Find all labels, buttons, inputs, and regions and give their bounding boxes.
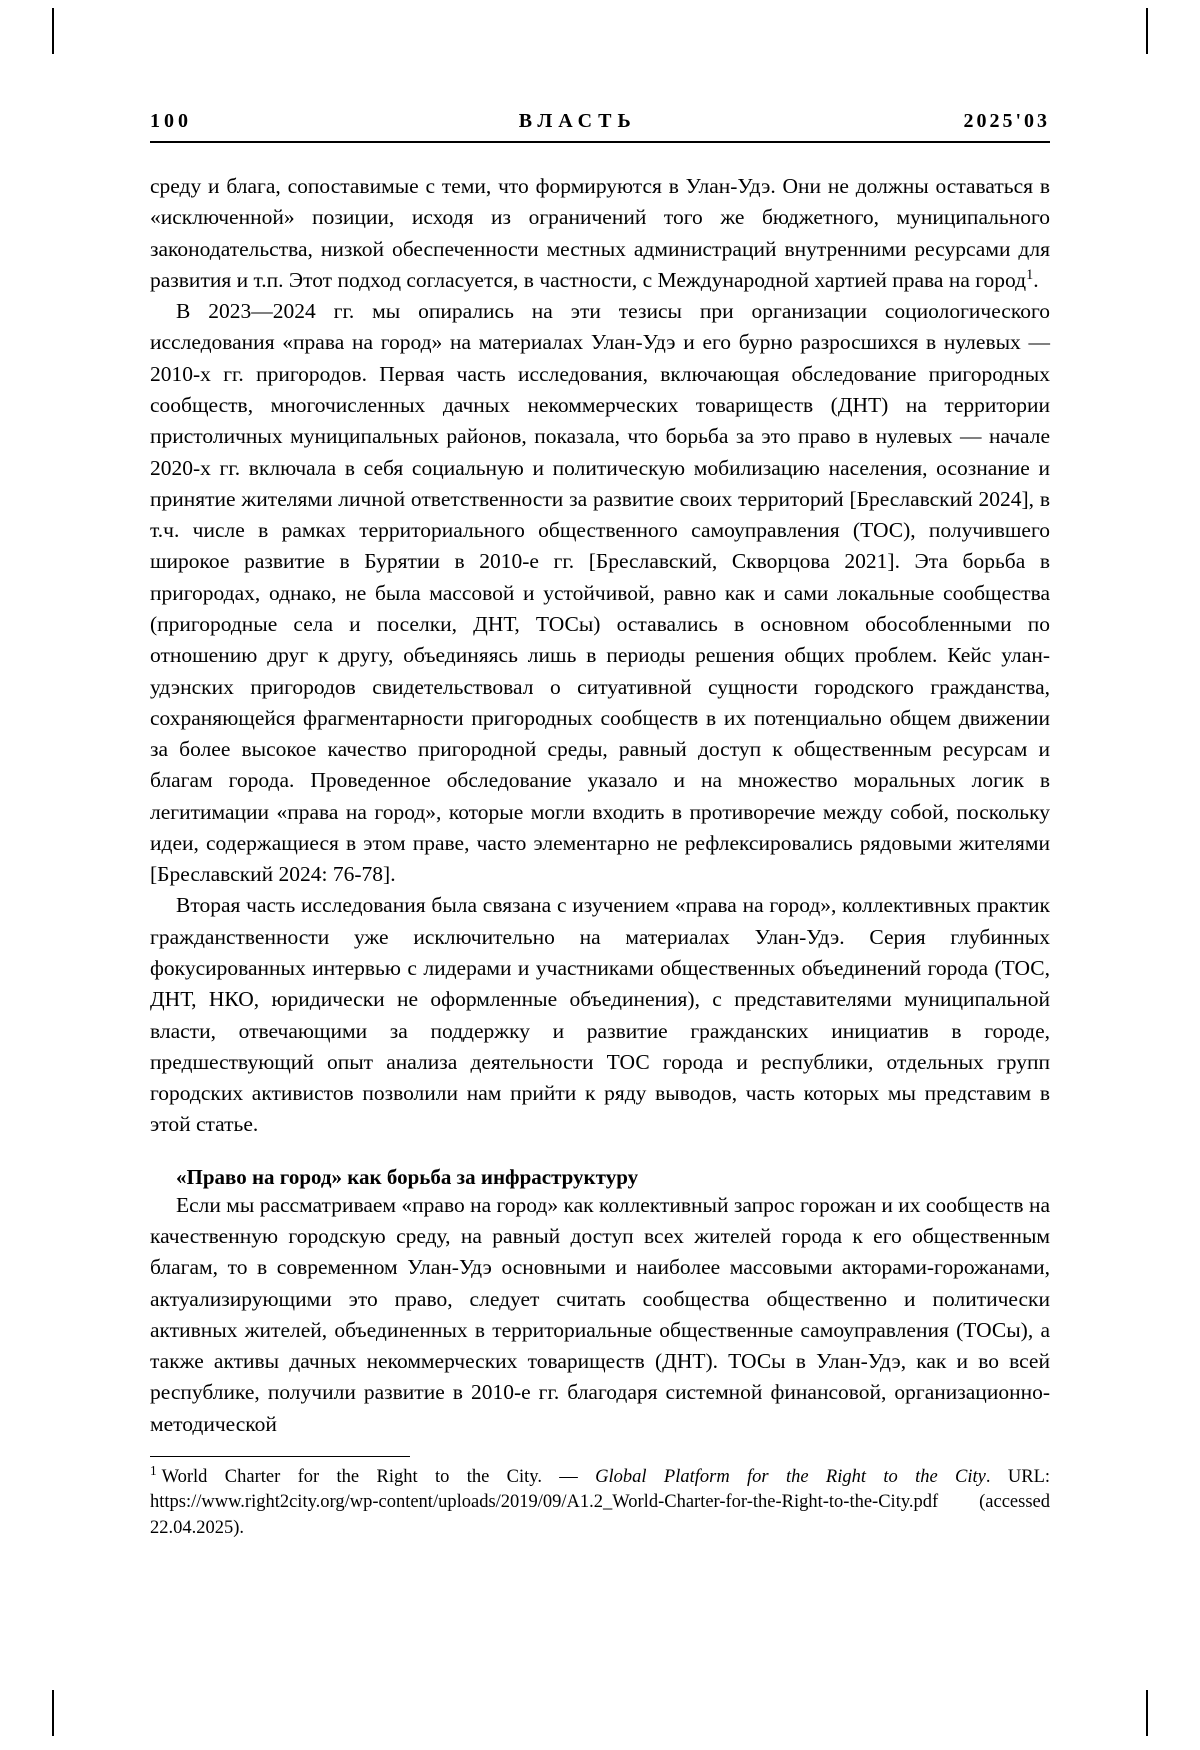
- footnote-source-title: Global Platform for the Right to the City: [595, 1466, 986, 1487]
- paragraph-1: [150, 171, 1050, 296]
- paragraph-4: Если мы рассматриваем «право на город» как коллективный запрос горожан и их сообществ на качественную городскую среду, на равный доступ всех жителей города к его общественным благам, то в современном Улан-Удэ основными и наиболее массовыми акторами-горожанами, актуализирующими это право, следует считать сообщества общественно и политически активных жителей, объединенных в территориальные общественные самоуправления (ТОСы), а также активы дачных некоммерческих товариществ (ДНТ). ТОСы в Улан-Удэ, как и во всей республике, получили развитие в 2010-е гг. благодаря системной финансовой, организационно-методической: [150, 1192, 1050, 1436]
- crop-mark-bottom-left: [52, 1690, 54, 1736]
- page-number: 100: [150, 110, 192, 132]
- running-head: [150, 110, 1050, 141]
- section-subheading: «Право на город» как борьба за инфраструктуру: [176, 1164, 639, 1189]
- footnote-block: [150, 1456, 1050, 1542]
- footnote-reference-1[interactable]: 1: [1026, 266, 1034, 283]
- paragraph-1-tail: .: [1033, 267, 1039, 292]
- paragraph-1-text: среду и блага, сопоставимые с теми, что формируются в Улан-Удэ. Они не должны оставаться в «исключенной» позиции, исходя из ограничений того же бюджетного, муниципального законодательства, низкой обеспеченности местных администраций внутренними ресурсами для развития и т.п. Этот подход согласуется, в частности, с Международной хартией права на город: [150, 174, 1050, 292]
- crop-mark-bottom-right: [1146, 1690, 1148, 1736]
- paragraph-2: В 2023—2024 гг. мы опирались на эти тезисы при организации социологического исследования «права на город» на материалах Улан-Удэ и его бурно разросшихся в нулевых — 2010-х гг. пригородов. Первая часть исследования, включающая обследование пригородных сообществ, многочисленных дачных некоммерческих товариществ (ДНТ) на территории пристоличных муниципальных районов, показала, что борьба за это право в нулевых — начале 2020-х гг. включала в себя социальную и политическую мобилизацию населения, осознание и принятие жителями личной ответственности за развитие своих территорий [Бреславский 2024], в т.ч. числе в рамках территориального общественного самоуправления (ТОС), получившего широкое развитие в Бурятии в 2010-е гг. [Бреславский, Скворцова 2021]. Эта борьба в пригородах, однако, не была массовой и устойчивой, равно как и сами локальные сообщества (пригородные села и поселки, ДНТ, ТОСы) оставались в основном обособленными по отношению друг к другу, объединяясь лишь в периоды решения общих проблем. Кейс улан-удэнских пригородов свидетельствовал о ситуативной сущности городского гражданства, сохраняющейся фрагментарности пригородных сообществ в их потенциально общем движении за более высокое качество пригородной среды, равный доступ к общественным ресурсам и благам города. Проведенное обследование указало и на множество моральных логик в легитимации «права на город», которые могли входить в противоречие между собой, поскольку идеи, содержащиеся в этом праве, часто элементарно не рефлексировались рядовыми жителями [Бреславский 2024: 76-78].: [150, 299, 1050, 887]
- header-rule: [150, 141, 1050, 143]
- footnote-url[interactable]: . URL: https://www.right2city.org/wp-content/uploads/2019/09/A1.2_World-Charter-for-the-Right-to-the-City.pdf: [150, 1466, 1051, 1513]
- crop-mark-top-left: [52, 8, 54, 54]
- page-content: [150, 110, 1050, 1542]
- footnote-text-part1: World Charter for the Right to the City. —: [161, 1466, 596, 1487]
- paragraph-3: Вторая часть исследования была связана с изучением «права на город», коллективных практик гражданственности уже исключительно на материалах Улан-Удэ. Серия глубинных фокусированных интервью с лидерами и участниками общественных объединений города (ТОС, ДНТ, НКО, юридически не оформленные объединения), с представителями муниципальной власти, отвечающими за поддержку и развитие гражданских инициатив в городе, предшествующий опыт анализа деятельности ТОС города и республики, отдельных групп городских активистов позволили нам прийти к ряду выводов, часть которых мы представим в этой статье.: [150, 893, 1050, 1137]
- issue-number: 2025'03: [963, 110, 1050, 132]
- crop-mark-top-right: [1146, 8, 1148, 54]
- footnote-number: 1: [150, 1462, 157, 1478]
- footnote-separator-rule: [150, 1456, 410, 1457]
- footnote-1: [150, 1462, 1051, 1542]
- footnote-access-date: (accessed 22.04.2025).: [150, 1492, 1050, 1538]
- journal-title: ВЛАСТЬ: [518, 110, 637, 132]
